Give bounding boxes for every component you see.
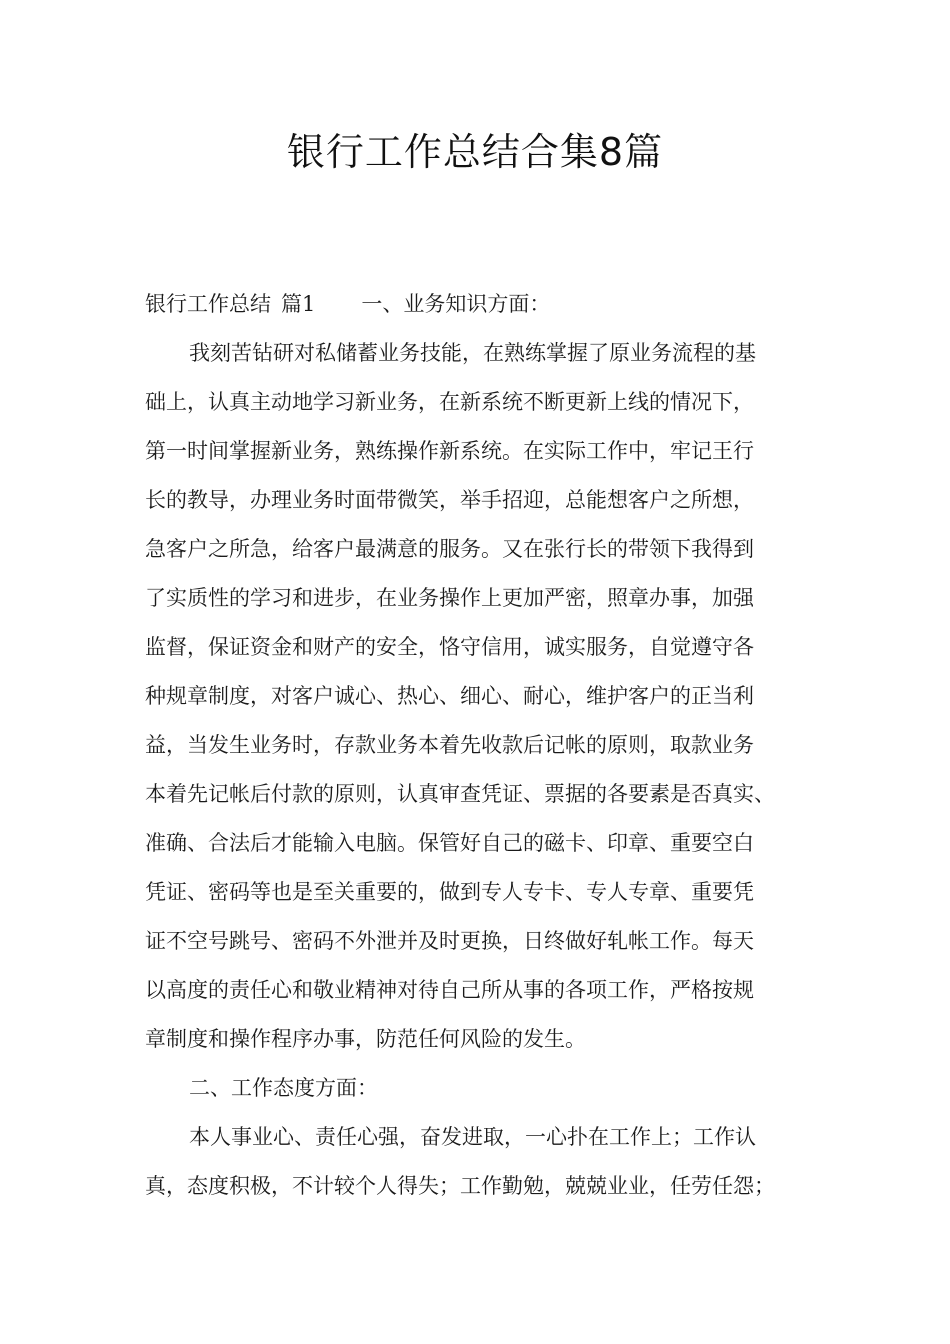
paragraph-line: 益，当发生业务时，存款业务本着先收款后记帐的原则，取款业务 [145, 733, 754, 757]
section-heading-work-attitude: 二、工作态度方面： [189, 1076, 378, 1100]
paragraph-line: 真，态度积极，不计较个人得失；工作勤勉，兢兢业业，任劳任怨； [145, 1174, 775, 1198]
paragraph-line: 种规章制度，对客户诚心、热心、细心、耐心，维护客户的正当利 [145, 684, 754, 708]
section-heading-business-knowledge: 一、业务知识方面： [361, 292, 551, 316]
first-line [145, 280, 835, 329]
paragraph-line: 本人事业心、责任心强，奋发进取，一心扑在工作上；工作认 [189, 1125, 756, 1149]
paragraph-line: 第一时间掌握新业务，熟练操作新系统。在实际工作中，牢记王行 [145, 439, 754, 463]
paragraph-line: 凭证、密码等也是至关重要的，做到专人专卡、专人专章、重要凭 [145, 880, 754, 904]
paragraph-line: 准确、合法后才能输入电脑。保管好自己的磁卡、印章、重要空白 [145, 831, 754, 855]
paragraph-line: 证不空号跳号、密码不外泄并及时更换，日终做好轧帐工作。每天 [145, 929, 754, 953]
document-title: 银行工作总结合集8篇 [286, 130, 664, 174]
document-body [145, 280, 835, 1211]
paragraph-line: 础上，认真主动地学习新业务，在新系统不断更新上线的情况下， [145, 390, 754, 414]
summary-heading: 银行工作总结 [145, 292, 271, 316]
paragraph-line: 章制度和操作程序办事，防范任何风险的发生。 [145, 1027, 586, 1051]
paragraph-line: 了实质性的学习和进步，在业务操作上更加严密，照章办事，加强 [145, 586, 754, 610]
paragraph-line: 长的教导，办理业务时面带微笑，举手招迎，总能想客户之所想， [145, 488, 754, 512]
paragraph-line: 急客户之所急，给客户最满意的服务。又在张行长的带领下我得到 [145, 537, 754, 561]
paragraph-line: 监督，保证资金和财产的安全，恪守信用，诚实服务，自觉遵守各 [145, 635, 754, 659]
paragraph-line: 我刻苦钻研对私储蓄业务技能，在熟练掌握了原业务流程的基 [189, 341, 756, 365]
paragraph-line: 本着先记帐后付款的原则，认真审查凭证、票据的各要素是否真实、 [145, 782, 775, 806]
piece-label: 篇1 [281, 292, 316, 316]
paragraph-line: 以高度的责任心和敬业精神对待自己所从事的各项工作，严格按规 [145, 978, 754, 1002]
